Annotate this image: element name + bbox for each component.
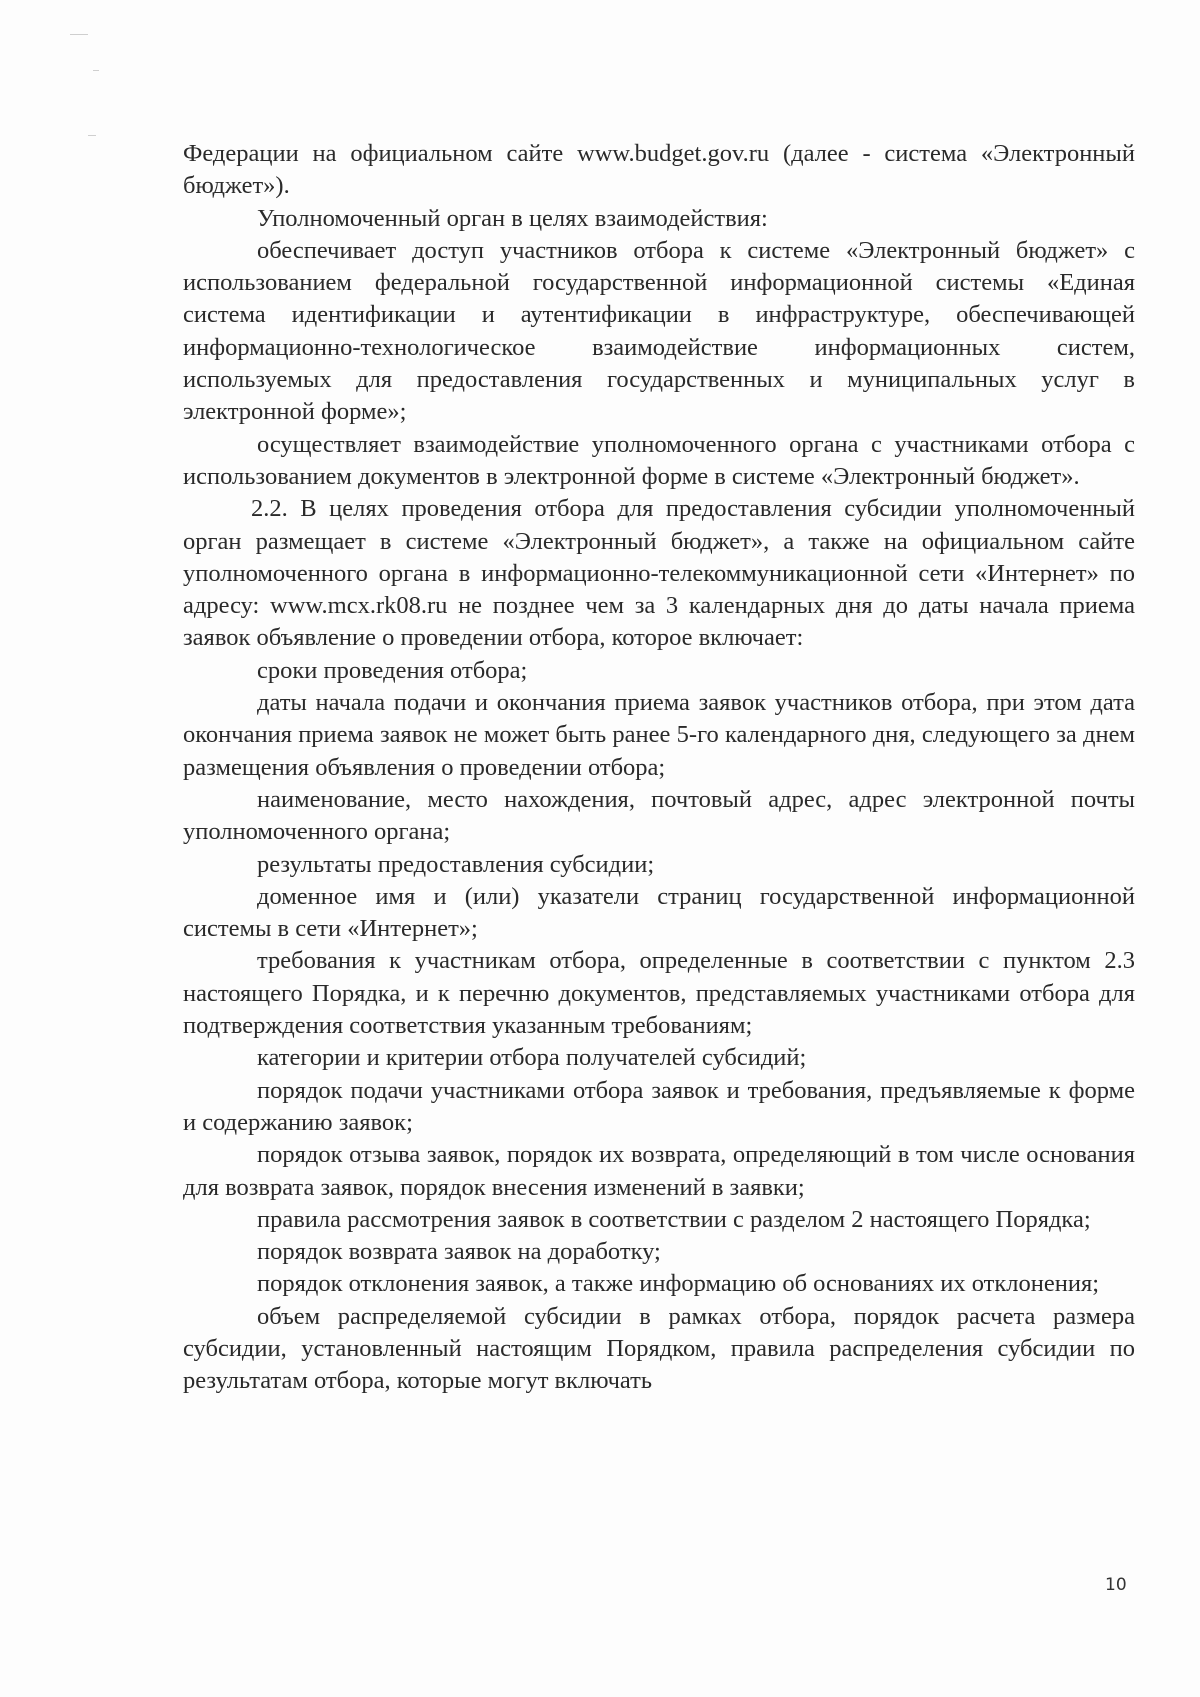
list-item-rejection-procedure: порядок отклонения заявок, а также информацию об основаниях их отклонения; — [257, 1270, 1100, 1298]
scan-artifact — [70, 34, 88, 35]
list-item-subsidy-volume: объем распределяемой субсидии в рамках отбора, порядок расчета размера субсидии, установленный настоящим Порядком, правила распределения субсидии по результатам отбора, которые могут включать — [183, 1302, 1135, 1395]
list-item-domain-name: доменное имя и (или) указатели страниц государственной информационной системы в сети «Интернет»; — [183, 882, 1135, 943]
scan-artifact — [88, 135, 96, 136]
list-item-withdrawal-procedure: порядок отзыва заявок, порядок их возврата, определяющий в том числе основания для возврата заявок, порядок внесения изменений в заявки; — [183, 1141, 1135, 1201]
scan-artifact — [93, 70, 99, 71]
list-item-participant-requirements: требования к участникам отбора, определенные в соответствии с пунктом 2.3 настоящего Порядка, и к перечню документов, представляемых участниками отбора для подтверждения соответствия указанным требованиям; — [183, 947, 1135, 1040]
list-item-selection-criteria: категории и критерии отбора получателей субсидий; — [257, 1044, 807, 1072]
list-item-submission-procedure: порядок подачи участниками отбора заявок и требования, предъявляемые к форме и содержанию заявок; — [183, 1076, 1135, 1136]
page-number: 10 — [1105, 1575, 1127, 1595]
list-item-application-dates: даты начала подачи и окончания приема заявок участников отбора, при этом дата окончания приема заявок не может быть ранее 5-го календарного дня, следующего за днем размещения объявления о проведении отбора; — [183, 689, 1135, 781]
list-item-organ-contacts: наименование, место нахождения, почтовый адрес, адрес электронной почты уполномоченного органа; — [183, 785, 1135, 846]
paragraph-access-provision: обеспечивает доступ участников отбора к системе «Электронный бюджет» с использованием федеральной государственной информационной системы «Единая система идентификации и аутентификации в инфраструктуре, обеспечивающей информационно-технологическое взаимодействие информационных систем, используемых для предоставления государственных и муниципальных услуг в электронной форме»; — [183, 236, 1135, 426]
list-item-review-rules: правила рассмотрения заявок в соответствии с разделом 2 настоящего Порядка; — [257, 1205, 1091, 1233]
paragraph-section-2-2: 2.2. В целях проведения отбора для предоставления субсидии уполномоченный орган размещает в системе «Электронный бюджет», а также на официальном сайте уполномоченного органа в информационно-телекоммуникационной сети «Интернет» по адресу: www.mcx.rk08.ru не позднее чем за 3 календарных дня до даты начала приема заявок объявление о проведении отбора, которое включает: — [183, 495, 1135, 652]
list-item-return-for-revision: порядок возврата заявок на доработку; — [257, 1238, 661, 1266]
paragraph-federation-site: Федерации на официальном сайте www.budget.gov.ru (далее - система «Электронный бюджет»). — [183, 140, 1135, 200]
paragraph-interaction-intro: Уполномоченный орган в целях взаимодействия: — [257, 204, 768, 232]
list-item-selection-terms: сроки проведения отбора; — [257, 656, 528, 684]
paragraph-interaction-documents: осуществляет взаимодействие уполномоченного органа с участниками отбора с использованием документов в электронной форме в системе «Электронный бюджет». — [183, 430, 1135, 490]
list-item-subsidy-results: результаты предоставления субсидии; — [257, 850, 655, 878]
document-body — [183, 138, 1135, 1398]
